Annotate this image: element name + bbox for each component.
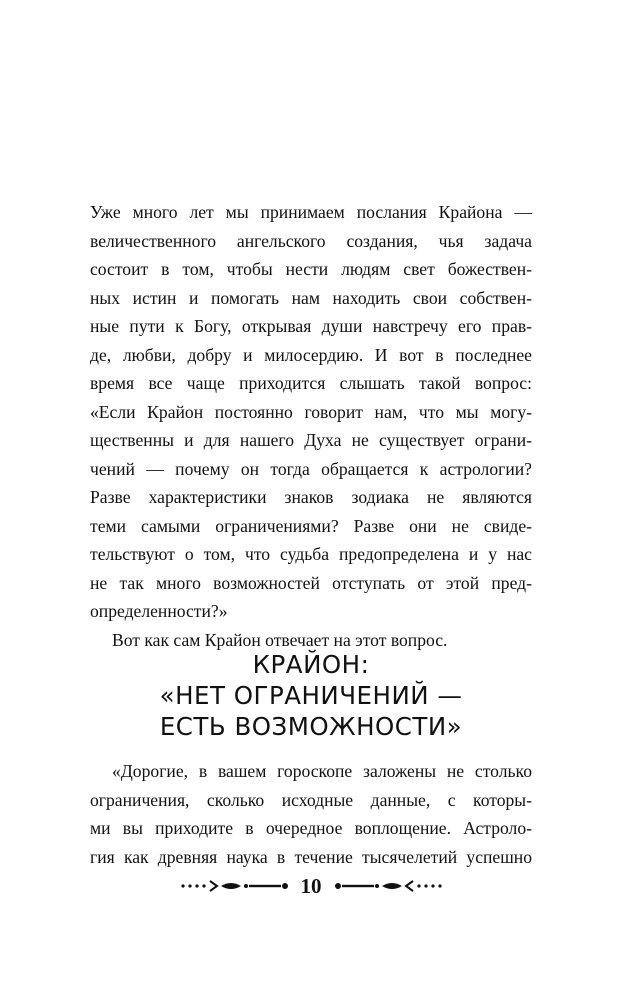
text-line: определенности?» [90,601,228,621]
text-line: де, любви, добру и милосердию. И вот в последнее [90,344,532,365]
text-line: щественны и для нашего Духа не существует ограни- [90,430,532,450]
page-number: 10 [300,873,322,898]
text-line: чений — почему он тогда обращается к астрологии? [90,458,532,479]
text-line: ных истин и помогать нам находить свои собствен- [90,287,532,308]
text-line: ные пути к Богу, открывая души навстречу его прав- [90,316,532,336]
chapter-heading [90,649,532,742]
heading-line: ЕСТЬ ВОЗМОЖНОСТИ» [159,712,463,741]
left-ornament-icon [179,878,291,894]
heading-line: «НЕТ ОГРАНИЧЕНИЙ — [159,681,463,710]
text-line: величественного ангельского создания, чья задача [90,230,532,251]
right-ornament-icon [332,878,444,894]
text-line: тельствуют о том, что судьба предопределена и у нас [90,544,532,564]
text-line: Разве характеристики знаков зодиака не являются [90,487,532,507]
page-footer [90,866,532,906]
heading-line: КРАЙОН: [252,650,370,679]
quote-paragraph [90,757,532,871]
text-line: не так много возможностей отступать от этой пред- [90,572,532,593]
text-line: «Дорогие, в вашем гороскопе заложены не столько [112,761,532,781]
text-line: теми самыми ограничениями? Разве они не свиде- [90,515,532,536]
text-line: «Если Крайон постоянно говорит нам, что мы могу- [90,401,532,422]
text-line: ми вы приходите в очередное воплощение. Астроло- [90,818,532,838]
text-line: Уже много лет мы принимаем послания Крайона — [90,202,532,222]
text-line: ограничения, сколько исходные данные, с которы- [90,789,532,810]
text-line: Вот как сам Крайон отвечает на этот вопрос. [112,629,448,650]
text-line: состоит в том, чтобы нести людям свет божествен- [90,259,532,279]
intro-paragraph [90,198,532,654]
text-line: время все чаще приходится слышать такой вопрос: [90,373,532,393]
text-line: гия как древняя наука в течение тысячелетий успешно [90,846,532,867]
